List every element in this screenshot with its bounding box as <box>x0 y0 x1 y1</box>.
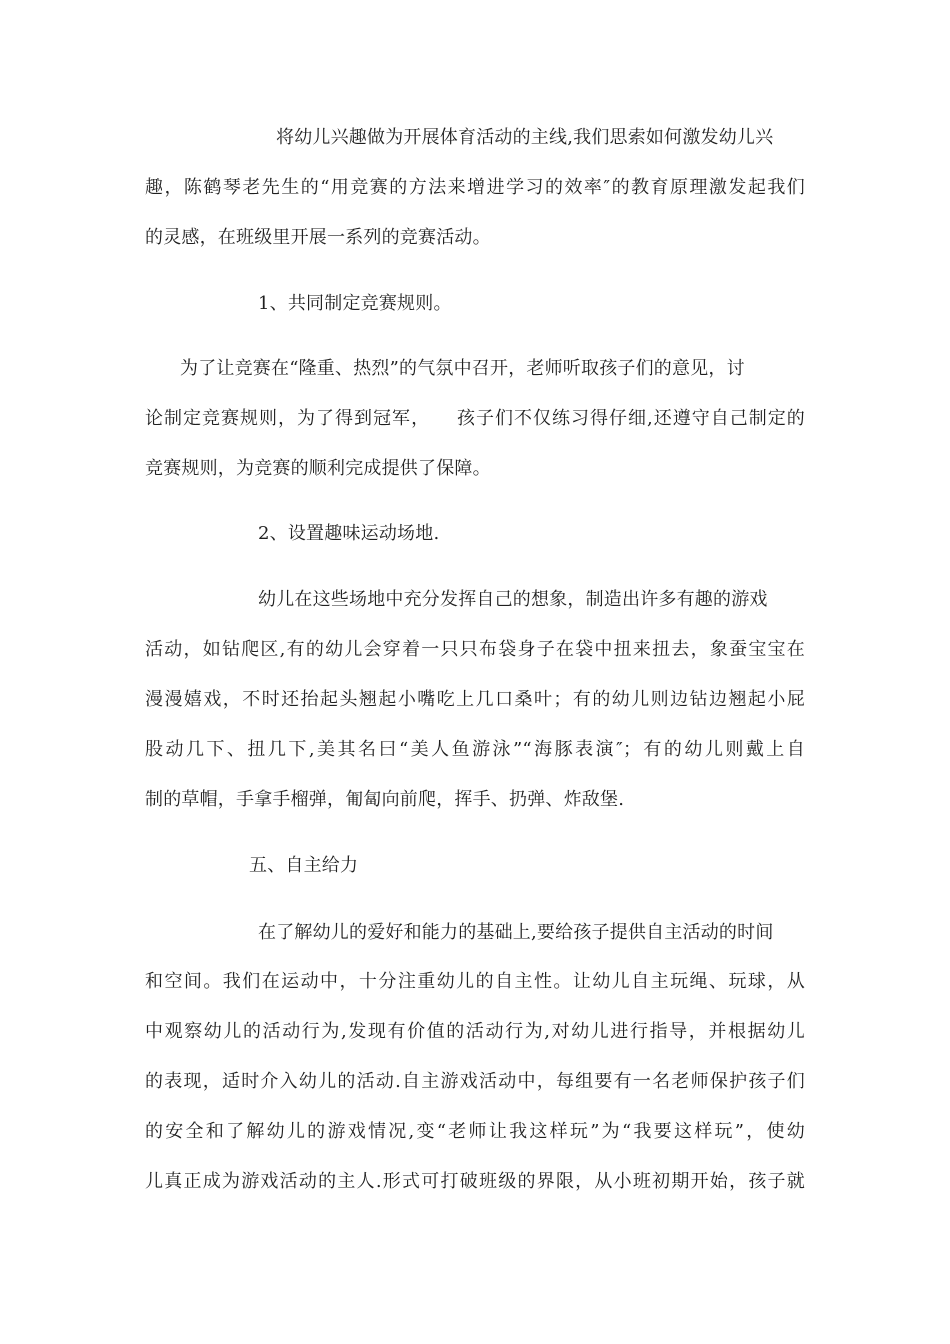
paragraph-4-line-4: 的表现，适时介入幼儿的活动.自主游戏活动中，每组要有一名老师保护孩子们 <box>145 1071 805 1092</box>
paragraph-2-line-2: 论制定竞赛规则，为了得到冠军， 孩子们不仅练习得仔细,还遵守自己制定的 <box>145 408 805 429</box>
paragraph-4-line-3: 中观察幼儿的活动行为,发现有价值的活动行为,对幼儿进行指导，并根据幼儿 <box>145 1021 805 1042</box>
section-heading-3: 五、自主给力 <box>249 855 359 876</box>
paragraph-4-line-1: 在了解幼儿的爱好和能力的基础上,要给孩子提供自主活动的时间 <box>258 922 774 943</box>
section-heading-2: 2、设置趣味运动场地. <box>258 523 440 544</box>
paragraph-1-line-3: 的灵感，在班级里开展一系列的竞赛活动。 <box>145 227 491 248</box>
paragraph-3-line-2: 活动，如钻爬区,有的幼儿会穿着一只只布袋身子在袋中扭来扭去，象蚕宝宝在 <box>145 639 805 660</box>
paragraph-4-line-2: 和空间。我们在运动中，十分注重幼儿的自主性。让幼儿自主玩绳、玩球，从 <box>145 971 805 992</box>
paragraph-4-line-6: 儿真正成为游戏活动的主人.形式可打破班级的界限，从小班初期开始，孩子就 <box>145 1171 805 1192</box>
paragraph-3-line-4: 股动几下、扭几下,美其名曰“美人鱼游泳”“海豚表演″；有的幼儿则戴上自 <box>145 739 805 760</box>
paragraph-4-line-5: 的安全和了解幼儿的游戏情况,变“老师让我这样玩”为“我要这样玩”，使幼 <box>145 1121 805 1142</box>
paragraph-1-line-1: 将幼儿兴趣做为开展体育活动的主线,我们思索如何激发幼儿兴 <box>276 127 774 148</box>
paragraph-2-line-1: 为了让竞赛在“隆重、热烈”的气氛中召开，老师听取孩子们的意见，讨 <box>180 358 745 379</box>
section-heading-1: 1、共同制定竞赛规则。 <box>258 293 452 314</box>
paragraph-3-line-3: 漫漫嬉戏，不时还抬起头翘起小嘴吃上几口桑叶；有的幼儿则边钻边翘起小屁 <box>145 689 805 710</box>
paragraph-3-line-1: 幼儿在这些场地中充分发挥自己的想象，制造出许多有趣的游戏 <box>258 589 768 610</box>
paragraph-1-line-2: 趣，陈鹤琴老先生的“用竞赛的方法来增进学习的效率″的教育原理激发起我们 <box>145 177 805 198</box>
paragraph-3-line-5: 制的草帽，手拿手榴弹，匍匐向前爬，挥手、扔弹、炸敌堡. <box>145 789 625 810</box>
paragraph-2-line-3: 竞赛规则，为竞赛的顺利完成提供了保障。 <box>145 458 491 479</box>
